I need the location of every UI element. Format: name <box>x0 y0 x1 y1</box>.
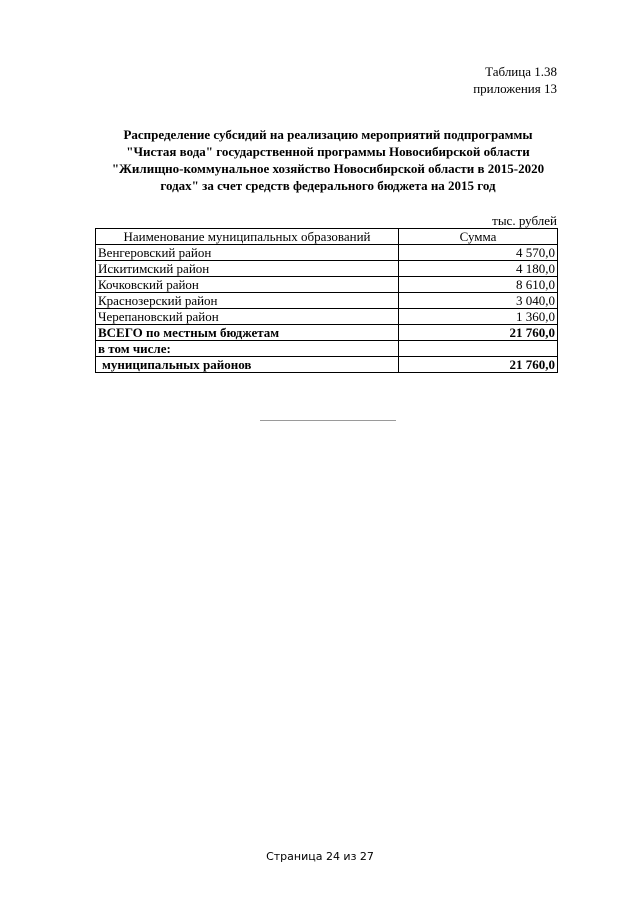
table-row <box>96 309 558 325</box>
column-header-amount: Сумма <box>399 229 558 245</box>
amount-cell: 8 610,0 <box>399 277 558 293</box>
title-line-3: "Жилищно-коммунальное хозяйство Новосибирской области в 2015-2020 <box>111 161 545 176</box>
municipality-name: Кочковский район <box>96 277 399 293</box>
table-row <box>96 293 558 309</box>
table-row <box>96 245 558 261</box>
title-line-1: Распределение субсидий на реализацию мероприятий подпрограммы <box>123 127 533 142</box>
total-amount: 21 760,0 <box>399 325 558 341</box>
title-line-4: годах" за счет средств федерального бюджета на 2015 год <box>160 178 496 193</box>
total-label: ВСЕГО по местным бюджетам <box>96 325 399 341</box>
table-reference <box>473 63 557 97</box>
table-header-row <box>96 229 558 245</box>
amount-cell: 4 570,0 <box>399 245 558 261</box>
amount-cell: 4 180,0 <box>399 261 558 277</box>
table-number: Таблица 1.38 <box>485 64 557 79</box>
including-label: в том числе: <box>96 341 399 357</box>
units-label: тыс. рублей <box>492 213 557 228</box>
municipality-name: Искитимский район <box>96 261 399 277</box>
document-title <box>96 126 560 194</box>
subsidies-table <box>95 228 558 373</box>
title-line-2: "Чистая вода" государственной программы Новосибирской области <box>126 144 530 159</box>
municipality-name: Венгеровский район <box>96 245 399 261</box>
page-number: Страница 24 из 27 <box>266 850 374 863</box>
amount-cell: 1 360,0 <box>399 309 558 325</box>
total-row <box>96 325 558 341</box>
including-amount <box>399 341 558 357</box>
separator-line <box>260 420 396 421</box>
column-header-name: Наименование муниципальных образований <box>96 229 399 245</box>
appendix-number: приложения 13 <box>473 81 557 96</box>
amount-cell: 3 040,0 <box>399 293 558 309</box>
municipality-name: Черепановский район <box>96 309 399 325</box>
municipal-districts-amount: 21 760,0 <box>399 357 558 373</box>
municipal-districts-label: муниципальных районов <box>96 357 399 373</box>
table-row <box>96 277 558 293</box>
municipal-districts-row <box>96 357 558 373</box>
table-row <box>96 261 558 277</box>
municipality-name: Краснозерский район <box>96 293 399 309</box>
including-row <box>96 341 558 357</box>
